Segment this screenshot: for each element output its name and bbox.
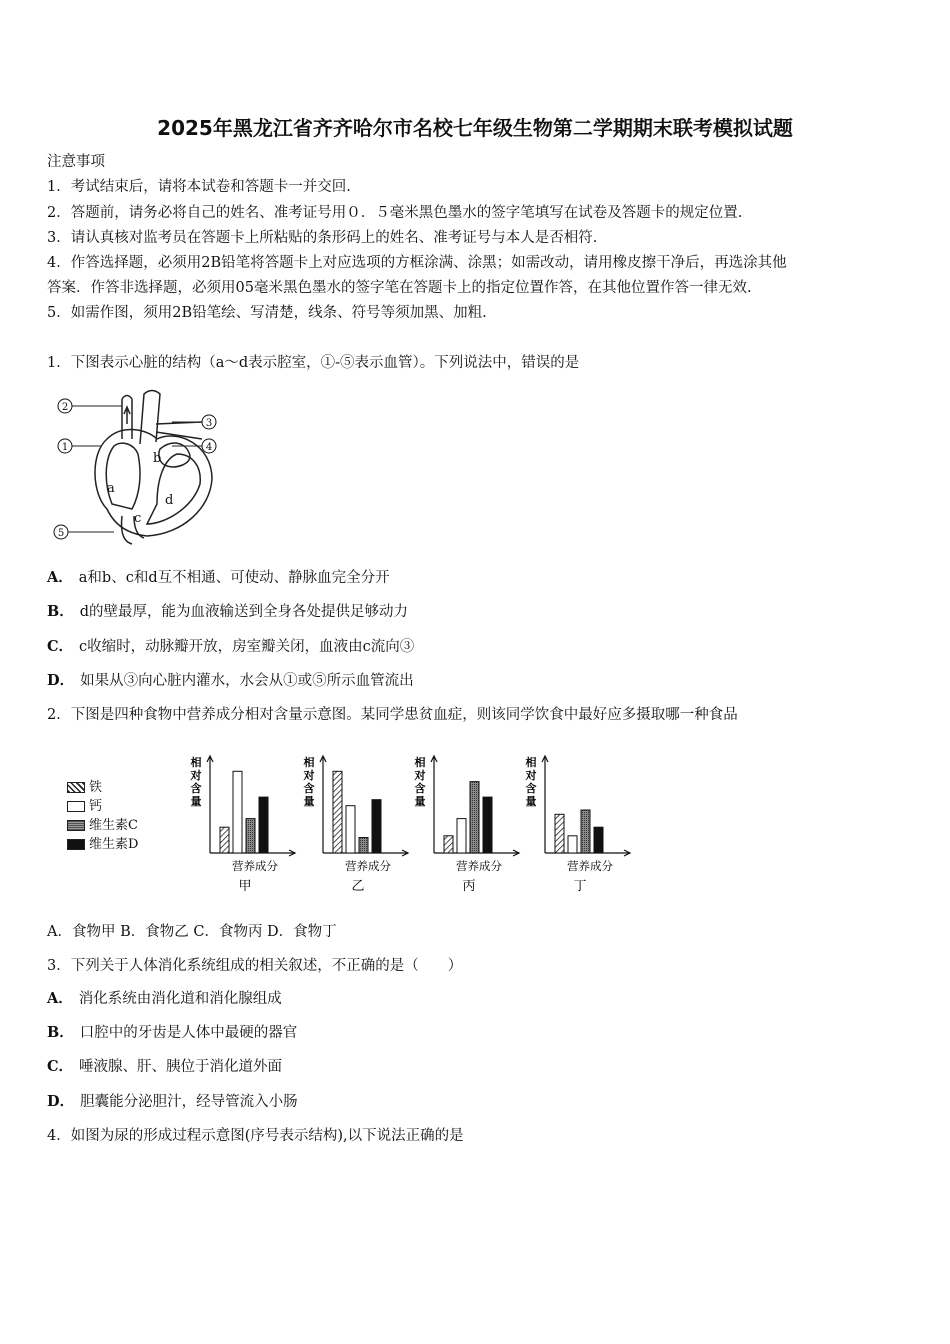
legend-item-vitamin-d: 维生素D <box>67 835 138 854</box>
bar-维生素C <box>470 782 479 853</box>
bar-铁 <box>444 836 453 853</box>
bar-钙 <box>457 819 466 853</box>
y-axis-label-char: 含 <box>303 782 315 795</box>
notice-item: 5．如需作图，须用2B铅笔绘、写清楚，线条、符号等须加黑、加粗. <box>47 305 487 321</box>
bar-钙 <box>233 771 242 853</box>
page-title: 2025年黑龙江省齐齐哈尔市名校七年级生物第二学期期末联考模拟试题 <box>157 116 793 140</box>
y-axis-label-char: 量 <box>190 795 202 808</box>
chart-caption: 乙 <box>351 879 365 894</box>
bar-维生素D <box>372 800 381 853</box>
x-axis-label: 营养成分 <box>456 859 502 873</box>
chart-caption: 丁 <box>573 879 587 894</box>
y-axis-label-char: 量 <box>303 795 315 808</box>
x-axis-label: 营养成分 <box>345 859 391 873</box>
bar-铁 <box>555 814 564 853</box>
q3-option-c: C． 唾液腺、肝、胰位于消化道外面 <box>47 1058 283 1075</box>
notice-heading: 注意事项 <box>47 154 105 170</box>
q1-option-a: A． a和b、c和d互不相通、可使动、静脉血完全分开 <box>47 569 390 586</box>
y-axis-label-char: 含 <box>525 782 537 795</box>
legend-item-calcium: 钙 <box>67 797 138 816</box>
q1-option-b: B． d的壁最厚，能为血液输送到全身各处提供足够动力 <box>47 603 409 620</box>
svg-text:3: 3 <box>205 418 213 429</box>
svg-text:1: 1 <box>61 442 69 453</box>
notice-item: 3．请认真核对监考员在答题卡上所粘贴的条形码上的姓名、准考证号与本人是否相符. <box>47 230 598 246</box>
bar-铁 <box>333 771 342 853</box>
bar-维生素C <box>246 819 255 853</box>
y-axis-label-char: 对 <box>303 769 315 782</box>
y-axis-label-char: 量 <box>414 795 426 808</box>
y-axis-label-char: 相 <box>190 756 202 769</box>
notice-item: 2．答题前，请务必将自己的姓名、准考证号用０．５毫米黑色墨水的签字笔填写在试卷及答题卡的规定位置. <box>47 205 743 221</box>
y-axis-label-char: 对 <box>525 769 537 782</box>
q3-option-d: D． 胆囊能分泌胆汁，经导管流入小肠 <box>47 1093 298 1110</box>
bar-钙 <box>568 836 577 853</box>
bar-维生素D <box>259 797 268 853</box>
question-4-stem: 4．如图为尿的形成过程示意图(序号表示结构),以下说法正确的是 <box>47 1128 464 1144</box>
q2-options: A．食物甲 B．食物乙 C．食物丙 D．食物丁 <box>47 924 337 940</box>
x-axis-label: 营养成分 <box>567 859 613 873</box>
svg-text:4: 4 <box>205 442 213 453</box>
chart-caption: 丙 <box>462 879 476 894</box>
question-2-stem: 2．下图是四种食物中营养成分相对含量示意图。某同学患贫血症，则该同学饮食中最好应多摄取哪一种食品 <box>47 707 738 723</box>
notice-item: 4．作答选择题，必须用2B铅笔将答题卡上对应选项的方框涂满、涂黑；如需改动，请用橡皮擦干净后，再选涂其他 <box>47 255 787 271</box>
chamber-a-label: a <box>107 481 115 496</box>
svg-text:2: 2 <box>61 402 69 413</box>
legend-item-vitamin-c: 维生素C <box>67 816 138 835</box>
bar-维生素D <box>483 797 492 853</box>
svg-text:5: 5 <box>57 528 65 539</box>
q1-option-c: C． c收缩时，动脉瓣开放，房室瓣关闭，血液由c流向③ <box>47 638 415 655</box>
nutrient-bar-charts <box>60 748 613 898</box>
bar-维生素C <box>359 838 368 853</box>
y-axis-label-char: 对 <box>190 769 202 782</box>
bar-钙 <box>346 806 355 853</box>
y-axis-label-char: 相 <box>414 756 426 769</box>
chamber-d-label: d <box>165 493 174 508</box>
chart-caption: 甲 <box>238 879 252 894</box>
y-axis-label-char: 相 <box>525 756 537 769</box>
question-3-stem: 3．下列关于人体消化系统组成的相关叙述，不正确的是（ ） <box>47 958 463 974</box>
bar-维生素C <box>581 810 590 853</box>
bar-铁 <box>220 827 229 853</box>
question-1-stem: 1．下图表示心脏的结构（a～d表示腔室，①-⑤表示血管）。下列说法中，错误的是 <box>47 355 580 371</box>
y-axis-label-char: 含 <box>190 782 202 795</box>
q3-option-b: B． 口腔中的牙齿是人体中最硬的器官 <box>47 1024 298 1041</box>
chamber-c-label: c <box>134 511 142 526</box>
y-axis-label-char: 量 <box>525 795 537 808</box>
legend-item-iron: 铁 <box>67 778 138 797</box>
q3-option-a: A． 消化系统由消化道和消化腺组成 <box>47 990 282 1007</box>
x-axis-label: 营养成分 <box>232 859 278 873</box>
q1-option-d: D． 如果从③向心脏内灌水，水会从①或⑤所示血管流出 <box>47 672 414 689</box>
chamber-b-label: b <box>153 451 162 466</box>
notice-item: 1．考试结束后，请将本试卷和答题卡一并交回. <box>47 179 351 195</box>
bar-维生素D <box>594 827 603 853</box>
y-axis-label-char: 含 <box>414 782 426 795</box>
y-axis-label-char: 相 <box>303 756 315 769</box>
notice-item: 答案．作答非选择题，必须用05毫米黑色墨水的签字笔在答题卡上的指定位置作答，在其他位置作答一律无效. <box>47 280 752 296</box>
heart-diagram <box>52 384 232 549</box>
y-axis-label-char: 对 <box>414 769 426 782</box>
